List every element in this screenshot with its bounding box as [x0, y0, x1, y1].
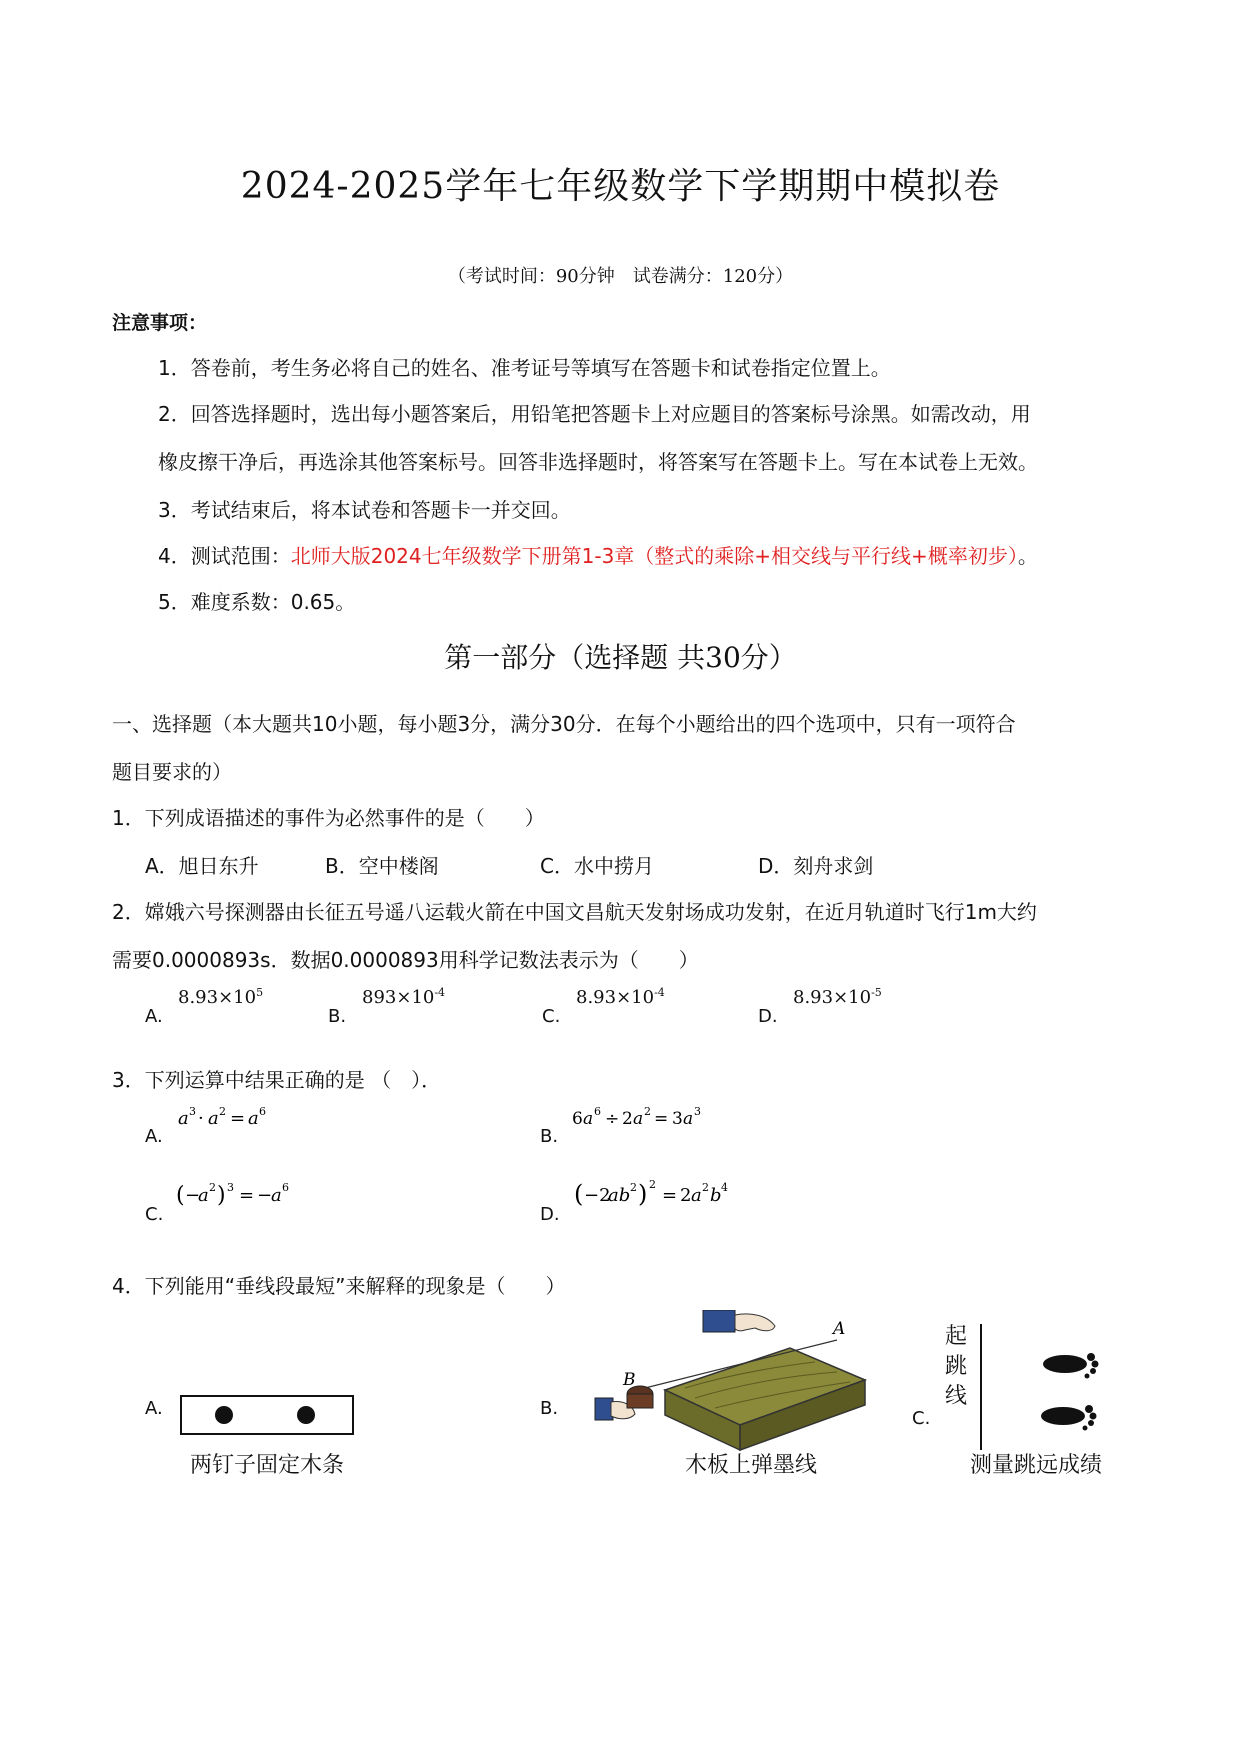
svg-text:a: a	[178, 1108, 189, 1129]
q1-option-b: B．空中楼阁	[325, 854, 439, 878]
q3-option-d-label: D.	[540, 1204, 560, 1225]
q2-d-exp: -5	[871, 986, 882, 999]
svg-text:(: (	[574, 1180, 584, 1208]
q3-stem: 3．下列运算中结果正确的是 （ ）．	[112, 1068, 442, 1092]
q2-stem-line1: 2．嫦娥六号探测器由长征五号遥八运载火箭在中国文昌航天发射场成功发射，在近月轨道时飞行1m大约	[112, 900, 1037, 924]
q2-option-d-value	[793, 986, 882, 1008]
svg-text:): )	[638, 1180, 648, 1208]
q3-b-formula-graphic	[572, 1102, 722, 1132]
svg-text:−2: −2	[584, 1185, 611, 1206]
svg-text:2: 2	[680, 1185, 692, 1206]
part1-title: 第一部分（选择题 共30分）	[444, 641, 797, 674]
section-heading-cont: 题目要求的）	[112, 760, 232, 784]
q1-option-c: C．水中捞月	[540, 854, 654, 878]
q2-option-a-label: A.	[145, 1006, 163, 1027]
svg-text:a: a	[691, 1185, 702, 1206]
start-line-char-2: 跳	[945, 1354, 968, 1379]
q3-option-b-formula	[572, 1102, 722, 1136]
start-line-char-1: 起	[945, 1324, 968, 1349]
note-item-5: 5．难度系数：0.65。	[158, 590, 356, 614]
q2-option-c-label: C.	[542, 1006, 561, 1027]
point-b-label: B	[623, 1370, 636, 1390]
q4-a-figure	[180, 1395, 355, 1441]
start-line-label	[945, 1322, 967, 1412]
svg-text:=: =	[662, 1185, 678, 1206]
notes-heading: 注意事项：	[112, 312, 208, 334]
q2-option-b-value	[362, 986, 445, 1008]
q2-option-b-label: B.	[328, 1006, 347, 1027]
q2-option-a-value	[178, 986, 263, 1008]
svg-text:b: b	[710, 1185, 722, 1206]
svg-text:2: 2	[702, 1181, 709, 1194]
svg-text:3: 3	[189, 1105, 196, 1118]
svg-text:3: 3	[227, 1181, 234, 1194]
q1-option-d: D．刻舟求剑	[758, 854, 874, 878]
q3-option-a-label: A.	[145, 1126, 163, 1147]
q4-caption-c: 测量跳远成绩	[970, 1453, 1103, 1478]
q1-stem: 1．下列成语描述的事件为必然事件的是（ ）	[112, 806, 545, 830]
point-a-label: A	[833, 1319, 846, 1339]
q2-stem-line2: 需要0.0000893s．数据0.0000893用科学记数法表示为（ ）	[112, 948, 699, 972]
svg-text:−: −	[257, 1185, 273, 1206]
svg-text:): )	[217, 1183, 226, 1208]
svg-text:a: a	[271, 1185, 282, 1206]
exam-info: （考试时间：90分钟 试卷满分：120分）	[447, 266, 794, 287]
wooden-board-ink-line	[575, 1310, 875, 1460]
note-item-1: 1．答卷前，考生务必将自己的姓名、准考证号等填写在答题卡和试卷指定位置上。	[158, 356, 891, 380]
svg-text:a: a	[683, 1109, 694, 1129]
svg-text:·: ·	[198, 1108, 204, 1129]
q3-d-formula-graphic	[574, 1174, 744, 1212]
q2-b-base: 893×10	[362, 987, 435, 1008]
svg-text:6: 6	[594, 1105, 601, 1118]
q3-option-b-label: B.	[540, 1126, 559, 1147]
note-item-2: 2．回答选择题时，选出每小题答案后，用铅笔把答题卡上对应题目的答案标号涂黑。如需改动，用	[158, 402, 1031, 426]
footprint-icon	[1043, 1353, 1099, 1379]
q4-b-figure	[575, 1310, 875, 1464]
q2-a-base: 8.93×10	[178, 987, 257, 1008]
svg-text:=: =	[239, 1185, 255, 1206]
q4-stem: 4．下列能用“垂线段最短”来解释的现象是（ ）	[112, 1274, 566, 1298]
q2-d-base: 8.93×10	[793, 987, 872, 1008]
note-item-2-cont: 橡皮擦干净后，再选涂其他答案标号。回答非选择题时，将答案写在答题卡上。写在本试卷上无效。	[158, 450, 1038, 474]
svg-text:6: 6	[572, 1109, 583, 1129]
q3-a-formula-graphic	[178, 1102, 288, 1132]
page-title: 2024-2025学年七年级数学下学期期中模拟卷	[240, 166, 1001, 207]
q3-option-a-formula	[178, 1102, 288, 1136]
svg-text:=: =	[230, 1108, 246, 1129]
q4-option-c-label: C.	[912, 1408, 931, 1429]
svg-text:2: 2	[219, 1105, 226, 1118]
footprint-icon	[1041, 1405, 1097, 1431]
q4-option-a-label: A.	[145, 1398, 163, 1419]
svg-text:a: a	[248, 1108, 259, 1129]
q2-option-d-label: D.	[758, 1006, 778, 1027]
q2-b-exp: -4	[434, 986, 446, 999]
scope-suffix: 。	[1017, 544, 1038, 568]
jump-footprints	[975, 1322, 1125, 1452]
note-item-4	[158, 540, 1038, 569]
q1-option-a: A．旭日东升	[145, 854, 259, 878]
svg-text:3: 3	[694, 1105, 701, 1118]
svg-text:a: a	[208, 1108, 219, 1129]
svg-text:6: 6	[259, 1105, 266, 1118]
scope-range: 北师大版2024七年级数学下册第1-3章（整式的乘除+相交线与平行线+概率初步）	[290, 544, 1018, 568]
svg-text:3: 3	[672, 1109, 683, 1129]
svg-text:2: 2	[644, 1105, 651, 1118]
svg-text:a: a	[198, 1185, 209, 1206]
q3-c-formula-graphic	[176, 1176, 306, 1212]
q2-option-c-value	[576, 986, 665, 1008]
svg-text:a: a	[583, 1109, 594, 1129]
svg-text:2: 2	[630, 1181, 637, 1194]
svg-text:−: −	[185, 1185, 201, 1206]
q3-option-c-formula	[176, 1176, 306, 1216]
svg-text:÷: ÷	[605, 1109, 620, 1129]
svg-text:4: 4	[721, 1181, 728, 1194]
q4-option-b-label: B.	[540, 1398, 559, 1419]
start-line-char-3: 线	[945, 1384, 968, 1409]
svg-text:=: =	[654, 1109, 669, 1129]
note-item-3: 3．考试结束后，将本试卷和答题卡一并交回。	[158, 498, 571, 522]
svg-text:2: 2	[649, 1178, 656, 1191]
svg-text:6: 6	[282, 1181, 289, 1194]
q2-c-base: 8.93×10	[576, 987, 655, 1008]
q3-option-d-formula	[574, 1174, 744, 1216]
q2-a-exp: 5	[256, 986, 264, 999]
svg-text:(: (	[176, 1183, 185, 1208]
section-heading: 一、选择题（本大题共10小题，每小题3分，满分30分．在每个小题给出的四个选项中，只有一项符合	[112, 712, 1016, 736]
svg-text:ab: ab	[608, 1185, 631, 1206]
svg-text:2: 2	[622, 1109, 633, 1129]
scope-prefix: 4．测试范围：	[158, 544, 291, 568]
q4-caption-a: 两钉子固定木条	[190, 1453, 345, 1478]
q2-c-exp: -4	[654, 986, 665, 999]
q4-caption-b: 木板上弹墨线	[685, 1453, 818, 1478]
q3-option-c-label: C.	[145, 1204, 164, 1225]
svg-text:2: 2	[209, 1181, 216, 1194]
svg-text:a: a	[633, 1109, 644, 1129]
wood-strip-with-nails	[180, 1395, 355, 1437]
